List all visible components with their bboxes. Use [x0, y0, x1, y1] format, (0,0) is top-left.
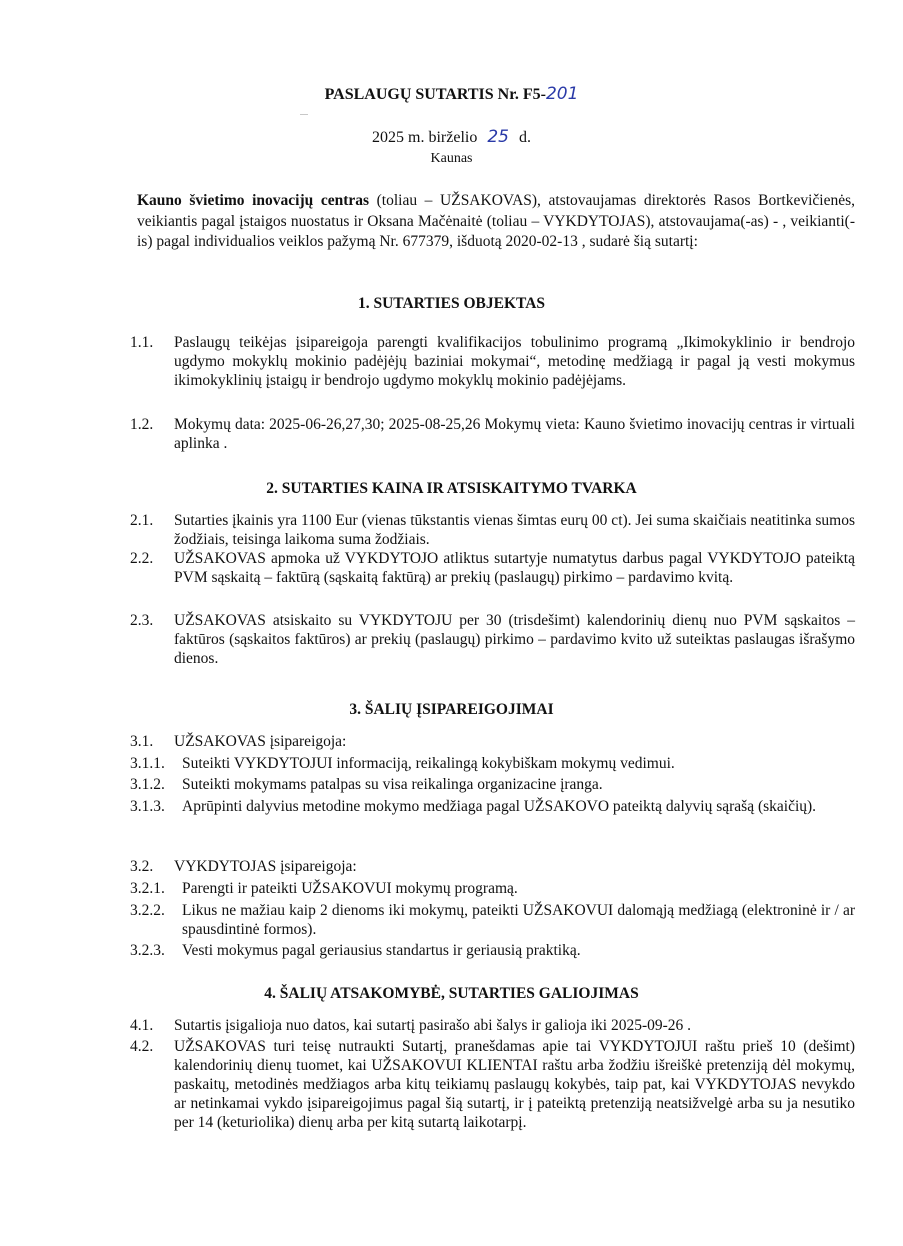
clause-number: 3.2.1.: [130, 880, 165, 897]
clause-number: 3.1.: [130, 733, 154, 750]
clause-1-1: [130, 333, 855, 390]
clause-text: Likus ne mažiau kaip 2 dienoms iki mokymų, pateikti UŽSAKOVUI dalomąją medžiagą (elektroninė ir / ar spausdintinė formos).: [182, 902, 855, 938]
clause-number: 1.1.: [130, 334, 154, 351]
clause-text: UŽSAKOVAS apmoka už VYKDYTOJO atliktus sutartyje numatytus darbus pagal VYKDYTOJO pateiktą PVM sąskaitą – faktūrą (sąskaitą faktūrą) ar prekių (paslaugų) pirkimo – pardavimo kvitą.: [174, 550, 855, 586]
date-prefix: 2025 m. birželio: [372, 129, 478, 146]
clause-number: 4.1.: [130, 1017, 154, 1034]
clause-number: 3.1.1.: [130, 755, 165, 772]
clause-3-1-3: [130, 797, 855, 816]
clause-text: Parengti ir pateikti UŽSAKOVUI mokymų programą.: [182, 880, 518, 897]
clause-text: Sutarties įkainis yra 1100 Eur (vienas tūkstantis vienas šimtas eurų 00 ct). Jei suma skaičiais neatitinka sumos žodžiais, teisinga laikoma suma žodžiais.: [174, 512, 855, 548]
clause-number: 3.1.2.: [130, 776, 165, 793]
clause-text: Mokymų data: 2025-06-26,27,30; 2025-08-25,26 Mokymų vieta: Kauno švietimo inovacijų centras ir virtuali aplinka .: [174, 416, 855, 452]
scan-mark: [300, 114, 308, 115]
clause-text: Aprūpinti dalyvius metodine mokymo medžiaga pagal UŽSAKOVO pateiktą dalyvių sąrašą (skaičių).: [182, 798, 817, 815]
clause-text: UŽSAKOVAS įsipareigoja:: [174, 733, 347, 750]
section-title-2: 2. SUTARTIES KAINA IR ATSISKAITYMO TVARKA: [266, 480, 637, 497]
clause-number: 2.1.: [130, 512, 154, 529]
section-title-3: 3. ŠALIŲ ĮSIPAREIGOJIMAI: [349, 701, 554, 718]
handwritten-day: 25: [487, 127, 509, 147]
date-suffix: d.: [518, 129, 531, 146]
clause-3-2: [130, 857, 855, 876]
clause-2-1: [130, 511, 855, 549]
contract-city: Kaunas: [430, 151, 473, 166]
clause-2-2: [130, 549, 855, 587]
handwritten-contract-number: 201: [545, 84, 579, 104]
clause-text: UŽSAKOVAS turi teisę nutraukti Sutartį, pranešdamas apie tai VYKDYTOJUI raštu prieš 10 (dešimt) kalendorinių dienų tuomet, kai UŽSAKOVUI KLIENTAI raštu arba žodžiu išreiškė pretenziją dėl mokymų, paskaitų, metodinės medžiagos arba kitų teikiamų paslaugų kokybės, taip pat, kai VYKDYTOJAS nevykdo ar netinkamai vykdo įsipareigojimus pagal šią sutartį, ir į pateiktą pretenziją neatsižvelgė arba su ja nesutiko per 14 (keturiolika) dienų arba per kitą sutartą laikotarpį.: [174, 1038, 855, 1131]
clause-number: 3.2.3.: [130, 942, 165, 959]
clause-3-1-2: [130, 775, 855, 794]
page-title: [0, 84, 903, 104]
contract-date: [0, 127, 903, 147]
section-title-4: 4. ŠALIŲ ATSAKOMYBĖ, SUTARTIES GALIOJIMAS: [264, 985, 639, 1002]
clause-3-2-1: [130, 879, 855, 898]
section-title-1: 1. SUTARTIES OBJEKTAS: [357, 295, 546, 312]
clause-number: 3.1.3.: [130, 798, 165, 815]
intro-paragraph: [137, 191, 855, 253]
clause-2-3: [130, 611, 855, 668]
clause-text: UŽSAKOVAS atsiskaito su VYKDYTOJU per 30 (trisdešimt) kalendorinių dienų nuo PVM sąskaitos – faktūros (sąskaitos faktūros) ar prekių (paslaugų) pirkimo – pardavimo kvito už suteiktas paslaugas išrašymo dienos.: [174, 612, 855, 667]
clause-text: Sutartis įsigalioja nuo datos, kai sutartį pasirašo abi šalys ir galioja iki 2025-09-26 .: [174, 1017, 692, 1034]
intro-text: (toliau – UŽSAKOVAS), atstovaujamas direktorės Rasos Bortkevičienės, veikiantis pagal įstaigos nuostatus ir Oksana Mačėnaitė (toliau – VYKDYTOJAS), atstovaujama(-as) - , veikianti(-is) pagal individualios veiklos pažymą Nr. 677379, išduotą 2020-02-13 , sudarė šią sutartį:: [137, 192, 855, 250]
clause-text: Suteikti mokymams patalpas su visa reikalinga organizacine įranga.: [182, 776, 603, 793]
clause-text: Suteikti VYKDYTOJUI informaciją, reikalingą kokybiškam mokymų vedimui.: [182, 755, 675, 772]
clause-3-1-1: [130, 754, 855, 773]
clause-4-2: [130, 1037, 855, 1132]
clause-number: 4.2.: [130, 1038, 154, 1055]
clause-number: 2.3.: [130, 612, 154, 629]
clause-3-2-2: [130, 901, 855, 939]
clause-number: 1.2.: [130, 416, 154, 433]
clause-text: Paslaugų teikėjas įsipareigoja parengti kvalifikacijos tobulinimo programą „Ikimokyklinio ir bendrojo ugdymo mokyklų mokinio padėjėjų baziniai mokymai“, metodinę medžiagą ir pagal ją vesti mokymus ikimokyklinių įstaigų ir bendrojo ugdymo mokyklų mokinio padėjėjams.: [174, 334, 855, 389]
title-prefix: PASLAUGŲ SUTARTIS Nr. F5-: [324, 86, 546, 103]
clause-4-1: [130, 1016, 855, 1035]
party-name: Kauno švietimo inovacijų centras: [137, 192, 370, 209]
clause-number: 3.2.2.: [130, 902, 165, 919]
clause-3-1: [130, 732, 855, 751]
clause-3-2-3: [130, 941, 855, 960]
clause-text: VYKDYTOJAS įsipareigoja:: [174, 858, 357, 875]
clause-1-2: [130, 415, 855, 453]
clause-number: 2.2.: [130, 550, 154, 567]
clause-number: 3.2.: [130, 858, 154, 875]
clause-text: Vesti mokymus pagal geriausius standartus ir geriausią praktiką.: [182, 942, 581, 959]
